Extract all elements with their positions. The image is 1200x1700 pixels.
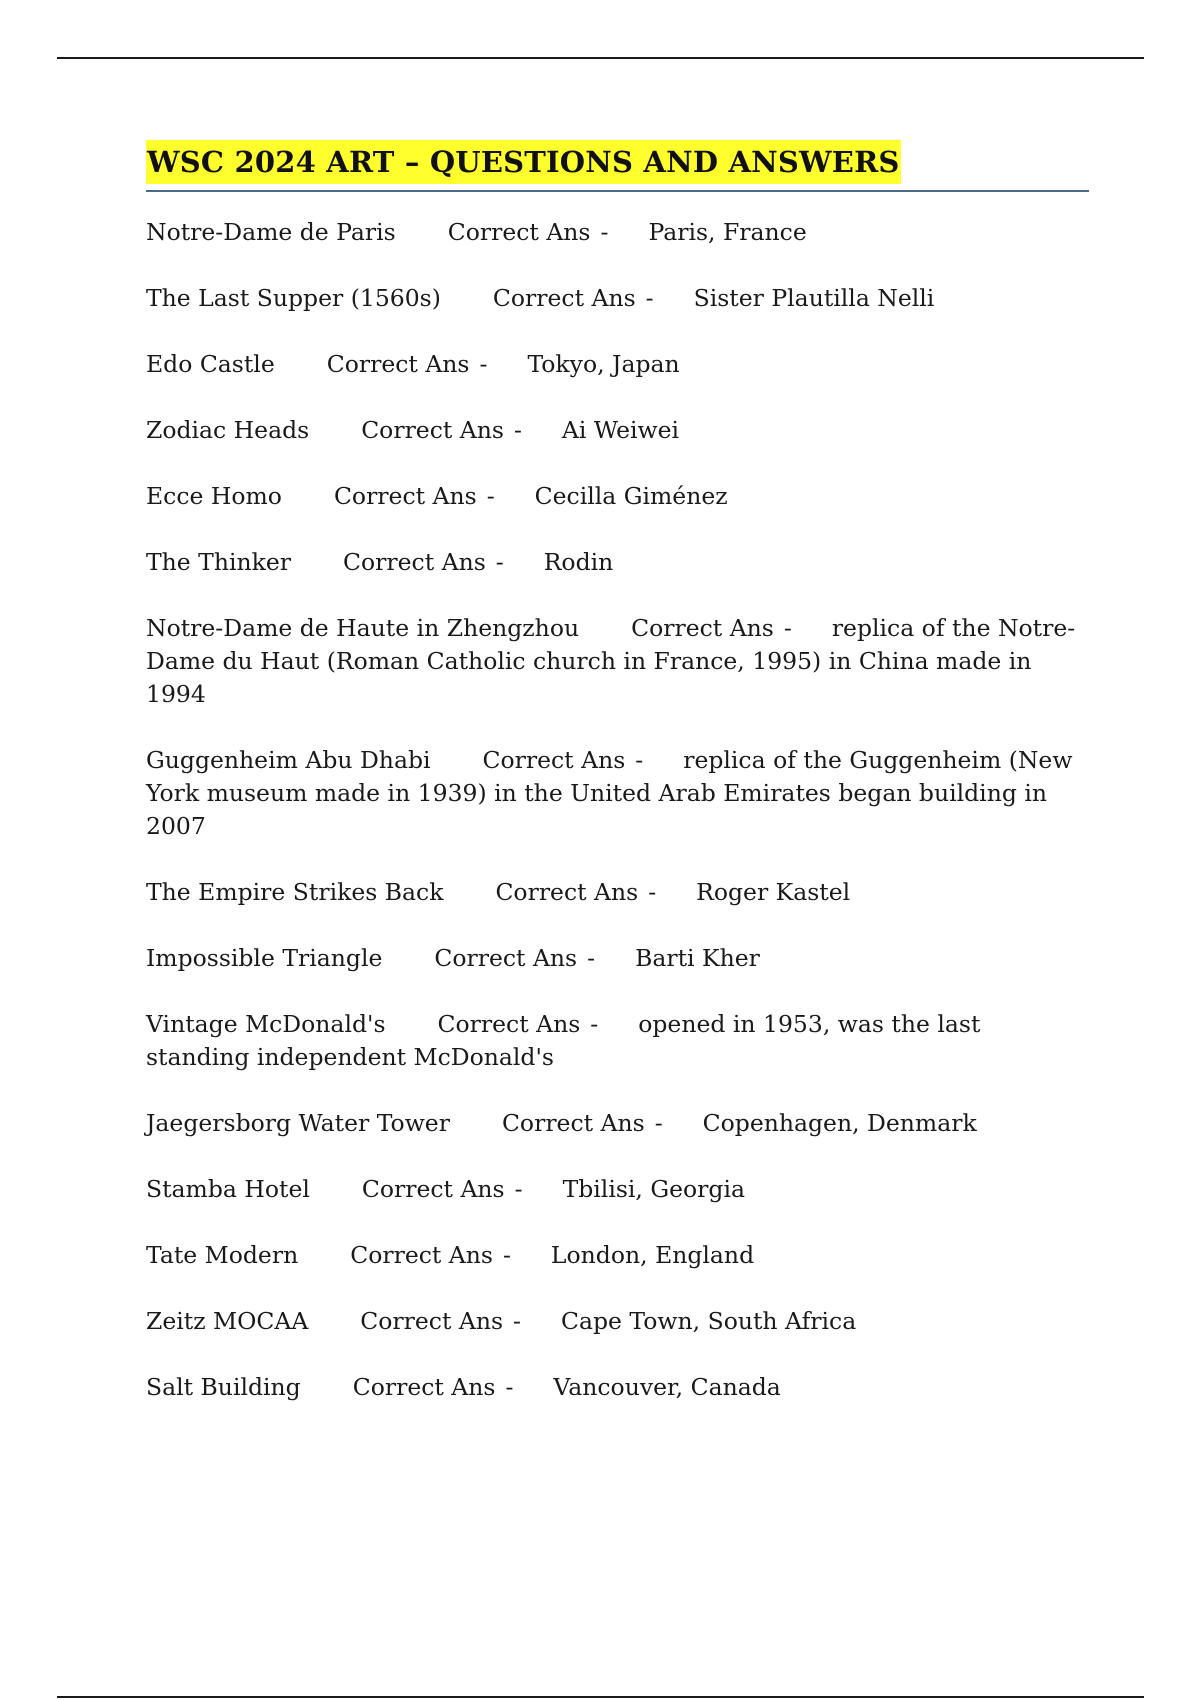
correct-ans-label: Correct Ans — [326, 350, 470, 378]
question-term: The Thinker — [146, 548, 292, 576]
correct-ans-label: Correct Ans — [434, 944, 578, 972]
qa-list — [146, 216, 1089, 1404]
question-term: Tate Modern — [146, 1241, 299, 1269]
answer-dash: - — [479, 350, 488, 378]
answer-text: Tbilisi, Georgia — [562, 1175, 745, 1203]
qa-item — [146, 348, 1089, 381]
document-body — [146, 140, 1089, 1437]
answer-label — [631, 612, 792, 645]
answer-label — [448, 216, 609, 249]
correct-ans-label: Correct Ans — [482, 746, 626, 774]
question-term: Zodiac Heads — [146, 416, 310, 444]
answer-dash: - — [648, 878, 657, 906]
bottom-rule — [57, 1696, 1144, 1698]
answer-label — [362, 1173, 523, 1206]
qa-item — [146, 480, 1089, 513]
answer-label — [334, 480, 495, 513]
correct-ans-label: Correct Ans — [492, 284, 636, 312]
page-title: WSC 2024 ART – QUESTIONS AND ANSWERS — [146, 140, 901, 184]
answer-text: Paris, France — [648, 218, 807, 246]
question-term: The Last Supper (1560s) — [146, 284, 441, 312]
qa-item — [146, 1305, 1089, 1338]
answer-text: replica of the Guggenheim (New York museum made in 1939) in the United Arab Emirates began building in 2007 — [146, 746, 1073, 840]
question-term: Vintage McDonald's — [146, 1010, 386, 1038]
correct-ans-label: Correct Ans — [501, 1109, 645, 1137]
question-term: Guggenheim Abu Dhabi — [146, 746, 431, 774]
top-rule — [57, 57, 1144, 59]
answer-label — [495, 876, 656, 909]
answer-label — [493, 282, 654, 315]
answer-label — [434, 942, 595, 975]
correct-ans-label: Correct Ans — [447, 218, 591, 246]
qa-item — [146, 1371, 1089, 1404]
qa-item — [146, 546, 1089, 579]
answer-label — [327, 348, 488, 381]
answer-label — [350, 1239, 511, 1272]
qa-item — [146, 1173, 1089, 1206]
answer-dash: - — [587, 944, 596, 972]
correct-ans-label: Correct Ans — [350, 1241, 493, 1269]
correct-ans-label: Correct Ans — [495, 878, 639, 906]
correct-ans-label: Correct Ans — [437, 1010, 581, 1038]
qa-item — [146, 612, 1089, 711]
answer-text: Cecilla Giménez — [534, 482, 728, 510]
answer-dash: - — [514, 1175, 523, 1203]
answer-text: Roger Kastel — [696, 878, 851, 906]
question-term: Impossible Triangle — [146, 944, 383, 972]
correct-ans-label: Correct Ans — [343, 548, 486, 576]
question-term: Edo Castle — [146, 350, 275, 378]
correct-ans-label: Correct Ans — [360, 1307, 504, 1335]
answer-dash: - — [600, 218, 609, 246]
qa-item — [146, 876, 1089, 909]
correct-ans-label: Correct Ans — [631, 614, 774, 642]
answer-label — [343, 546, 504, 579]
qa-item — [146, 744, 1089, 843]
correct-ans-label: Correct Ans — [352, 1373, 496, 1401]
answer-label — [361, 414, 522, 447]
answer-text: replica of the Notre-Dame du Haut (Roman Catholic church in France, 1995) in China made in 1994 — [146, 614, 1076, 708]
answer-text: Rodin — [543, 548, 614, 576]
question-term: Ecce Homo — [146, 482, 282, 510]
answer-label — [438, 1008, 599, 1041]
answer-dash: - — [486, 482, 495, 510]
qa-item — [146, 942, 1089, 975]
qa-item — [146, 216, 1089, 249]
question-term: Jaegersborg Water Tower — [146, 1109, 450, 1137]
answer-dash: - — [654, 1109, 663, 1137]
answer-dash: - — [495, 548, 504, 576]
question-term: Zeitz MOCAA — [146, 1307, 309, 1335]
correct-ans-label: Correct Ans — [361, 1175, 505, 1203]
heading-underline — [146, 140, 1089, 192]
answer-text: Barti Kher — [635, 944, 760, 972]
question-term: Salt Building — [146, 1373, 301, 1401]
answer-label — [502, 1107, 663, 1140]
correct-ans-label: Correct Ans — [333, 482, 477, 510]
answer-text: Vancouver, Canada — [553, 1373, 781, 1401]
answer-dash: - — [513, 1307, 521, 1335]
answer-label — [353, 1371, 514, 1404]
answer-label — [360, 1305, 521, 1338]
qa-item — [146, 1008, 1089, 1074]
answer-text: opened in 1953, was the last standing independent McDonald's — [146, 1010, 981, 1071]
question-term: Notre-Dame de Haute in Zhengzhou — [146, 614, 580, 642]
question-term: The Empire Strikes Back — [146, 878, 444, 906]
qa-item — [146, 1107, 1089, 1140]
qa-item — [146, 414, 1089, 447]
answer-label — [483, 744, 644, 777]
answer-text: Cape Town, South Africa — [561, 1307, 857, 1335]
question-term: Stamba Hotel — [146, 1175, 310, 1203]
answer-dash: - — [590, 1010, 599, 1038]
answer-text: Sister Plautilla Nelli — [693, 284, 935, 312]
correct-ans-label: Correct Ans — [361, 416, 504, 444]
qa-item — [146, 282, 1089, 315]
answer-text: London, England — [550, 1241, 755, 1269]
qa-item — [146, 1239, 1089, 1272]
answer-dash: - — [635, 746, 644, 774]
answer-dash: - — [783, 614, 792, 642]
answer-text: Copenhagen, Denmark — [702, 1109, 977, 1137]
answer-text: Tokyo, Japan — [527, 350, 680, 378]
answer-dash: - — [502, 1241, 511, 1269]
question-term: Notre-Dame de Paris — [146, 218, 396, 246]
answer-text: Ai Weiwei — [561, 416, 680, 444]
answer-dash: - — [645, 284, 654, 312]
answer-dash: - — [505, 1373, 514, 1401]
answer-dash: - — [513, 416, 522, 444]
